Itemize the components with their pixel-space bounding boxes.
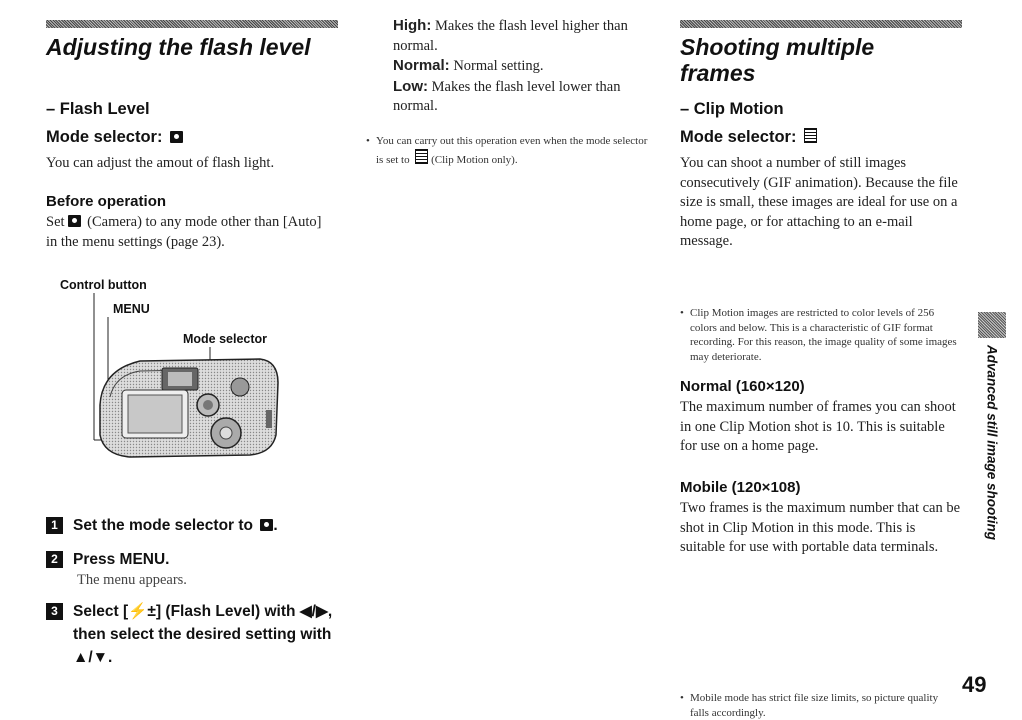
- page-title-flash: Adjusting the flash level: [46, 34, 311, 60]
- section-divider: [46, 20, 338, 28]
- mode-selector-label: Mode selector:: [680, 128, 797, 146]
- subtitle-clip-motion: – Clip Motion: [680, 100, 784, 118]
- intro-text: You can adjust the amout of flash light.: [46, 155, 275, 171]
- control-button-label: Control button: [60, 278, 147, 292]
- option-low: Low: Makes the flash level lower than normal.: [393, 77, 621, 114]
- mobile-heading: Mobile (120×108): [680, 479, 801, 496]
- before-operation-heading: Before operation: [46, 193, 167, 210]
- page-title-clip-motion: Shooting multiple frames: [680, 34, 875, 86]
- option-high: High: Makes the flash level higher than normal.: [393, 17, 628, 54]
- mode-selector-line: [46, 128, 183, 147]
- option-normal: Normal: Normal setting.: [393, 57, 544, 74]
- clip-motion-note: • You can carry out this operation even when the mode selector is set to (Clip Motion only).: [366, 134, 656, 167]
- clip-motion-icon: [804, 128, 817, 143]
- camera-mode-icon: [68, 215, 81, 227]
- side-label: Advanced still image shooting: [984, 345, 1000, 541]
- camera-illustration: [60, 275, 300, 475]
- step-2-result: The menu appears.: [77, 572, 187, 588]
- subtitle-flash-level: – Flash Level: [46, 100, 150, 118]
- side-tab-marker: [978, 312, 1006, 338]
- before-operation-text: Set (Camera) to any mode other than [Auto] in the menu settings (page 23).: [46, 214, 322, 250]
- mode-selector-label: Mode selector:: [46, 128, 163, 146]
- normal-text: The maximum number of frames you can shoot in one Clip Motion shot is 10. This is suitable for use on a home page.: [680, 399, 956, 454]
- step-number: 2: [46, 551, 63, 568]
- mobile-text: Two frames is the maximum number that can be shot in Clip Motion in this mode. This is suitable for use with portable data terminals.: [680, 500, 961, 555]
- normal-heading: Normal (160×120): [680, 378, 805, 395]
- step-1: 1 Set the mode selector to .: [46, 514, 346, 537]
- flash-level-options: [393, 16, 643, 117]
- clip-motion-icon: [415, 149, 428, 164]
- camera-mode-icon: [260, 519, 273, 531]
- step-number: 1: [46, 517, 63, 534]
- camera-mode-icon: [170, 131, 183, 143]
- section-divider: [680, 20, 962, 28]
- step-2: 2 Press MENU. The menu appears.: [46, 548, 346, 591]
- mode-selector-line: [680, 128, 817, 147]
- menu-label: MENU: [113, 302, 150, 316]
- clip-motion-intro: You can shoot a number of still images consecutively (GIF animation). Because the file size is small, these images are ideal for use on a home page, or for attaching to an e-mail message.: [680, 155, 958, 249]
- step-3: 3 Select [⚡±] (Flash Level) with ◀/▶, then select the desired setting with ▲/▼.: [46, 600, 346, 669]
- step-number: 3: [46, 603, 63, 620]
- mobile-mode-note: • Mobile mode has strict file size limits, so picture quality falls accordingly.: [680, 691, 958, 720]
- camera-figure: [60, 275, 300, 475]
- page-number: 49: [962, 672, 987, 697]
- mode-selector-figure-label: Mode selector: [183, 332, 268, 346]
- color-levels-note: • Clip Motion images are restricted to color levels of 256 colors and below. This is a characteristic of GIF format recording. For this reason, the image quality of some images may deteriorate.: [680, 306, 958, 364]
